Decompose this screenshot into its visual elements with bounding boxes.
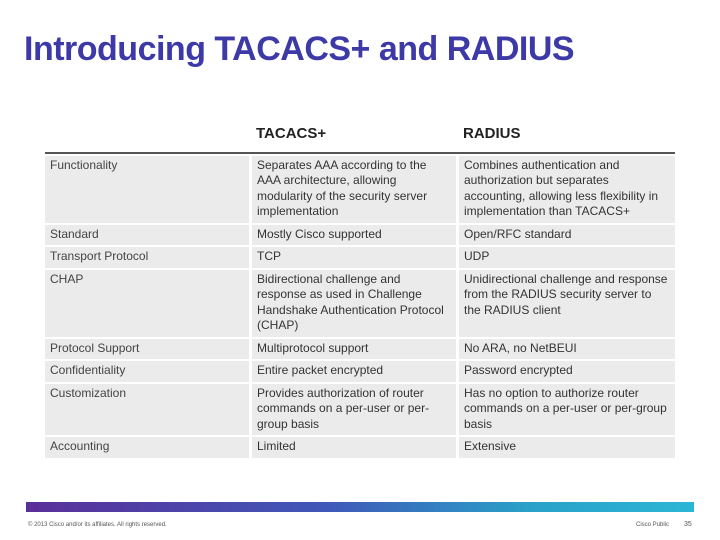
- radius-cell: Password encrypted: [459, 361, 675, 382]
- header-radius: RADIUS: [459, 120, 675, 150]
- tacacs-cell: Multiprotocol support: [252, 339, 456, 360]
- table-row: [45, 225, 675, 246]
- feature-cell: CHAP: [45, 270, 249, 337]
- radius-cell: No ARA, no NetBEUI: [459, 339, 675, 360]
- feature-cell: Functionality: [45, 156, 249, 223]
- radius-cell: Unidirectional challenge and response from the RADIUS security server to the RADIUS client: [459, 270, 675, 337]
- header-feature: [45, 120, 249, 150]
- header-tacacs: TACACS+: [252, 120, 456, 150]
- table-row: [45, 247, 675, 268]
- feature-cell: Confidentiality: [45, 361, 249, 382]
- copyright-notice: © 2013 Cisco and/or its affiliates. All rights reserved.: [28, 522, 167, 528]
- tacacs-cell: Mostly Cisco supported: [252, 225, 456, 246]
- classification-label: Cisco Public: [636, 522, 670, 528]
- tacacs-cell: Bidirectional challenge and response as used in Challenge Handshake Authentication Protocol (CHAP): [252, 270, 456, 337]
- comparison-table: [42, 118, 678, 460]
- table-row: [45, 339, 675, 360]
- feature-cell: Customization: [45, 384, 249, 436]
- feature-cell: Transport Protocol: [45, 247, 249, 268]
- tacacs-cell: Entire packet encrypted: [252, 361, 456, 382]
- tacacs-cell: Limited: [252, 437, 456, 458]
- radius-cell: Combines authentication and authorization but separates accounting, allowing less flexibility in implementation than TACACS+: [459, 156, 675, 223]
- tacacs-cell: TCP: [252, 247, 456, 268]
- radius-cell: Has no option to authorize router commands on a per-user or per-group basis: [459, 384, 675, 436]
- feature-cell: Standard: [45, 225, 249, 246]
- radius-cell: Open/RFC standard: [459, 225, 675, 246]
- page-number: 35: [684, 521, 692, 528]
- table-row: [45, 156, 675, 223]
- table-row: [45, 437, 675, 458]
- tacacs-cell: Provides authorization of router commands on a per-user or per-group basis: [252, 384, 456, 436]
- feature-cell: Protocol Support: [45, 339, 249, 360]
- radius-cell: UDP: [459, 247, 675, 268]
- table-row: [45, 384, 675, 436]
- header-rule: [45, 152, 675, 154]
- table-header-row: [45, 120, 675, 150]
- feature-cell: Accounting: [45, 437, 249, 458]
- table-row: [45, 361, 675, 382]
- tacacs-cell: Separates AAA according to the AAA architecture, allowing modularity of the security server implementation: [252, 156, 456, 223]
- slide-title: Introducing TACACS+ and RADIUS: [24, 30, 575, 68]
- radius-cell: Extensive: [459, 437, 675, 458]
- table-row: [45, 270, 675, 337]
- footer-gradient-bar: [26, 502, 694, 512]
